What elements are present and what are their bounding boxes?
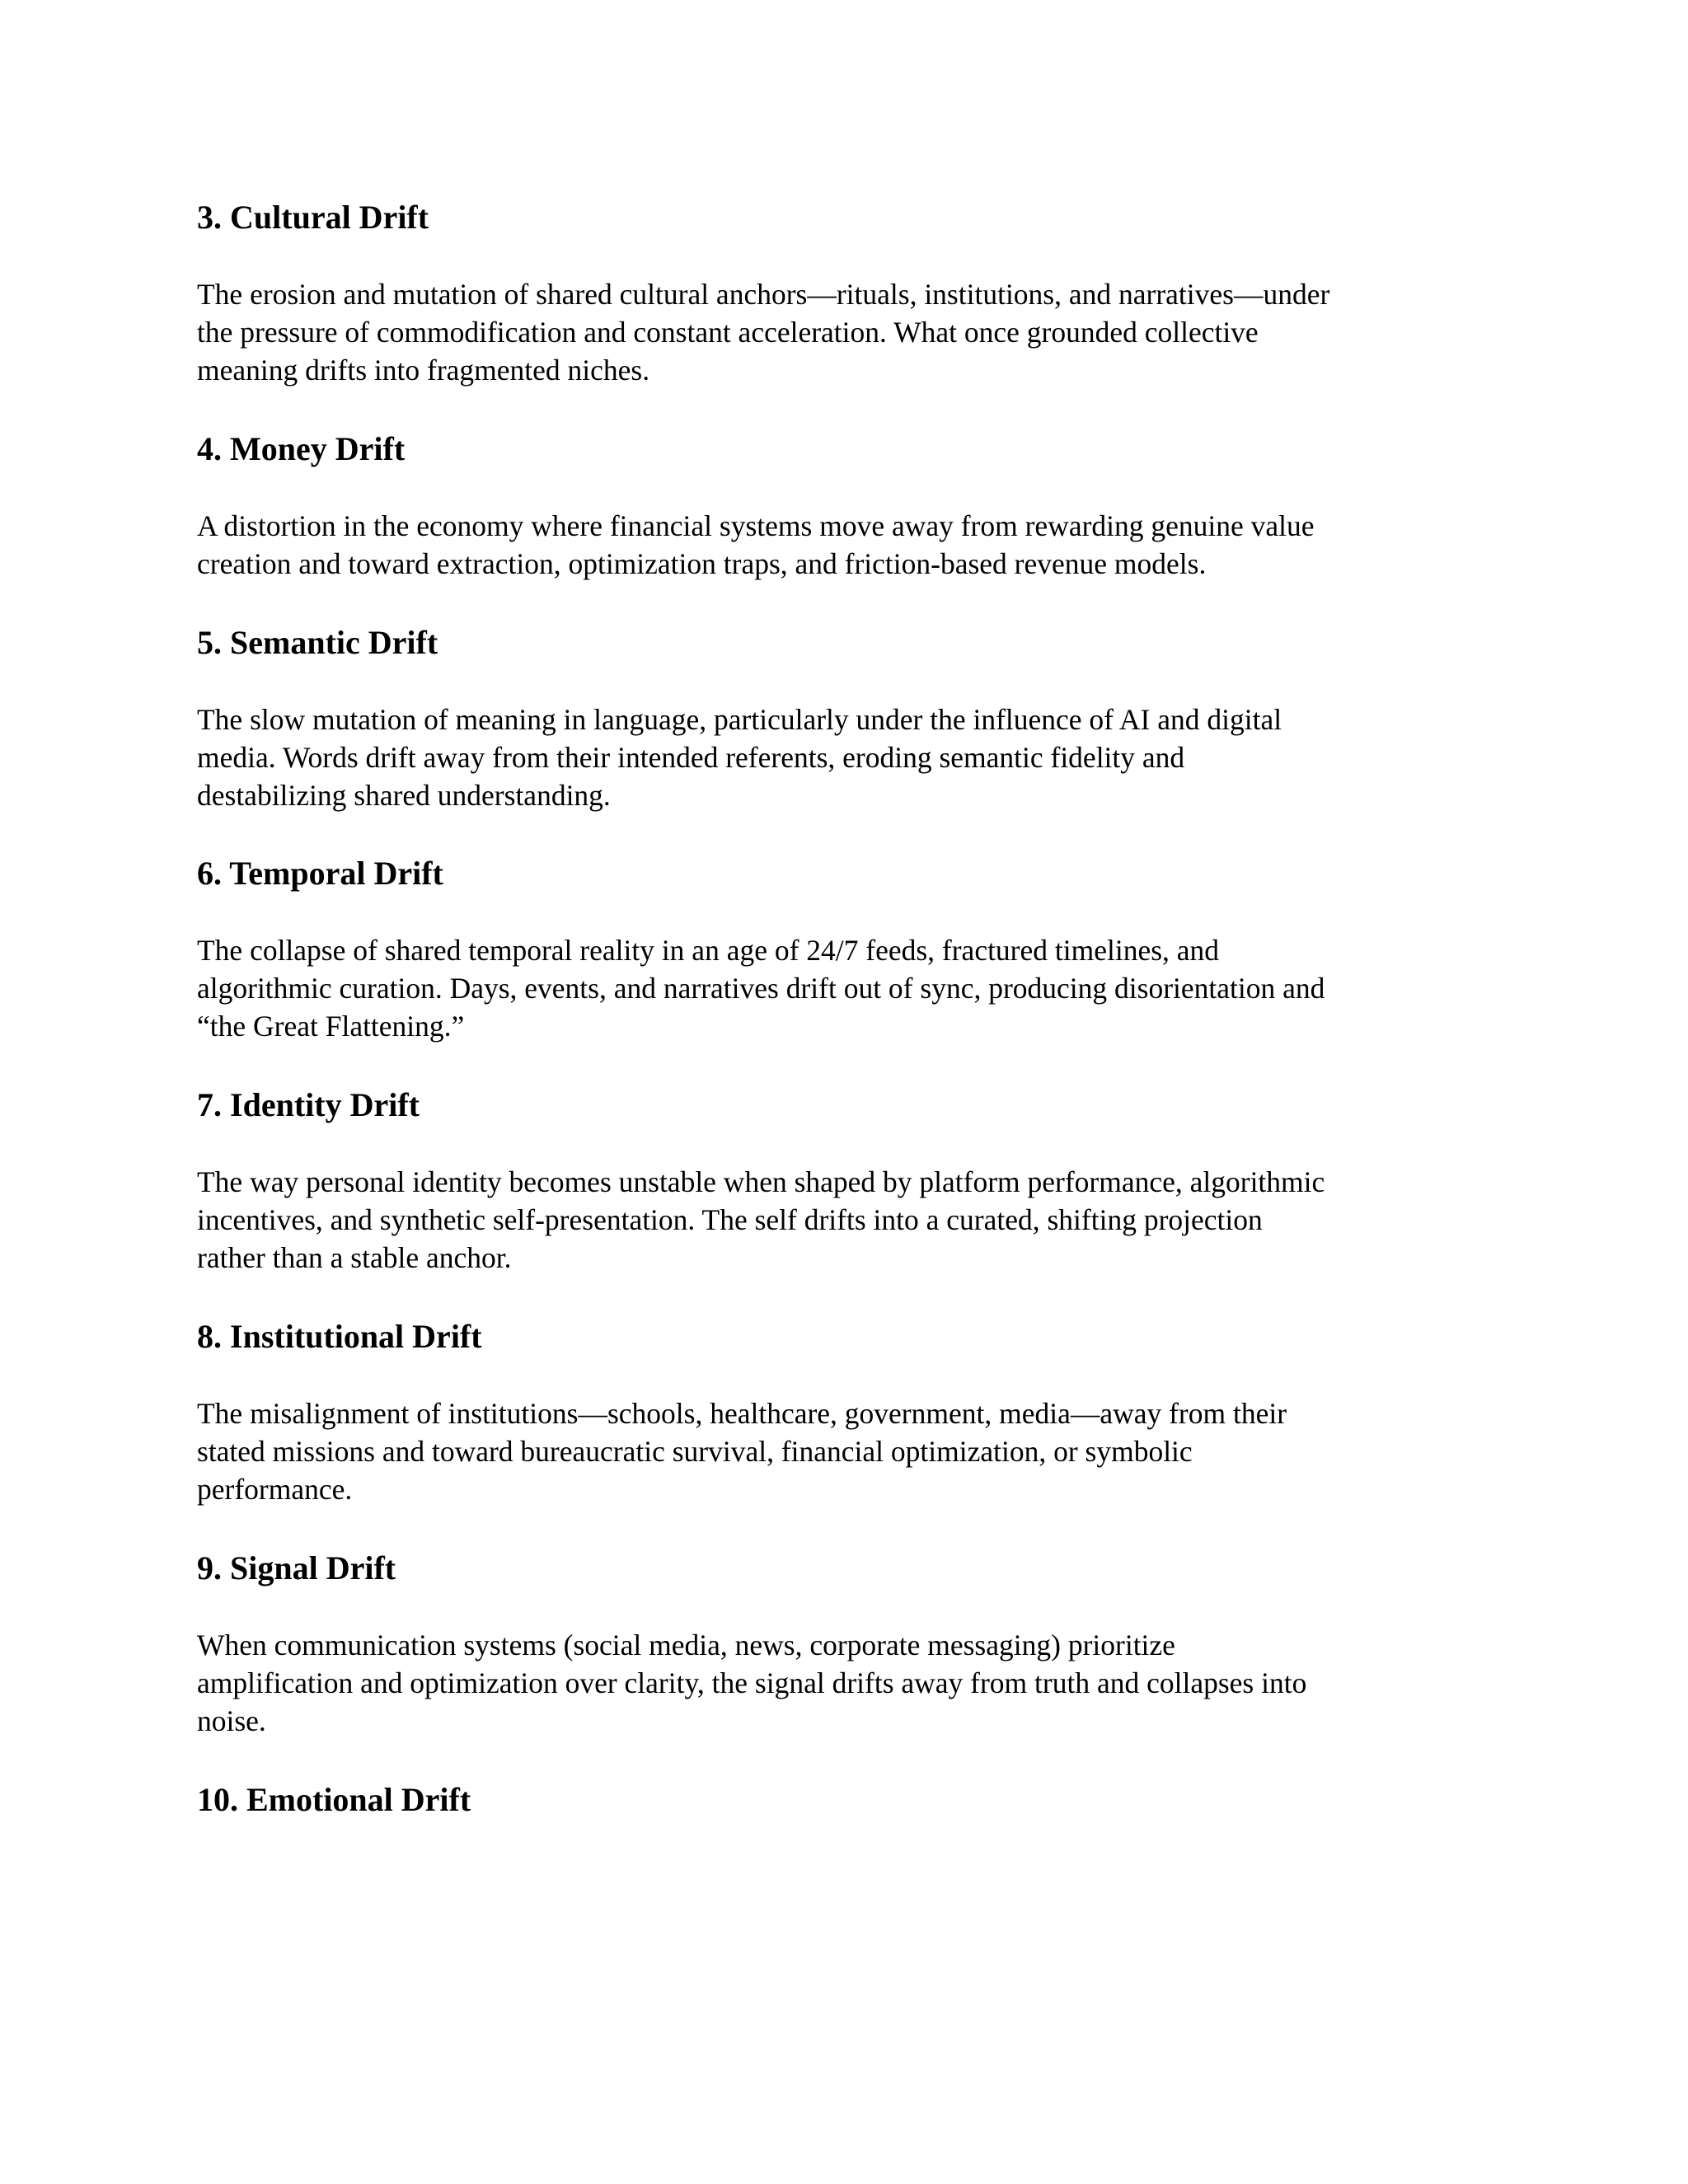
body-line: rather than a stable anchor. — [197, 1241, 512, 1274]
body-line: A distortion in the economy where financial systems move away from rewarding genuine value — [197, 509, 1315, 542]
body-line: The slow mutation of meaning in language, particularly under the influence of AI and digital — [197, 703, 1282, 736]
body-line: noise. — [197, 1704, 266, 1737]
section-heading: 6. Temporal Drift — [197, 855, 443, 892]
section-body — [197, 1163, 1516, 1277]
section-heading: 3. Cultural Drift — [197, 199, 429, 236]
section-heading: 5. Semantic Drift — [197, 624, 438, 661]
section-heading: 8. Institutional Drift — [197, 1318, 482, 1355]
section-emotional-drift — [197, 1780, 1516, 1820]
body-line: stated missions and toward bureaucratic survival, financial optimization, or symbolic — [197, 1435, 1193, 1468]
section-heading: 4. Money Drift — [197, 430, 406, 467]
body-line: performance. — [197, 1473, 353, 1506]
section-signal-drift — [197, 1549, 1516, 1737]
body-line: amplification and optimization over clarity, the signal drifts away from truth and collapses into — [197, 1666, 1307, 1699]
body-line: media. Words drift away from their intended referents, eroding semantic fidelity and — [197, 741, 1185, 774]
section-heading: 7. Identity Drift — [197, 1086, 420, 1123]
section-identity-drift — [197, 1085, 1516, 1274]
section-money-drift — [197, 429, 1516, 580]
section-body — [197, 931, 1516, 1045]
section-body — [197, 507, 1516, 583]
section-cultural-drift — [197, 198, 1516, 387]
section-temporal-drift — [197, 854, 1516, 1043]
body-line: When communication systems (social media, news, corporate messaging) prioritize — [197, 1629, 1175, 1661]
body-line: meaning drifts into fragmented niches. — [197, 354, 650, 387]
body-line: destabilizing shared understanding. — [197, 779, 611, 812]
body-line: The way personal identity becomes unstable when shaped by platform performance, algorithmic — [197, 1165, 1325, 1198]
body-line: the pressure of commodification and constant acceleration. What once grounded collective — [197, 316, 1259, 349]
body-line: The collapse of shared temporal reality in an age of 24/7 feeds, fractured timelines, and — [197, 934, 1220, 967]
section-body — [197, 275, 1516, 389]
body-line: The misalignment of institutions—schools, healthcare, government, media—away from their — [197, 1397, 1287, 1430]
body-line: “the Great Flattening.” — [197, 1010, 465, 1043]
body-line: creation and toward extraction, optimization traps, and friction-based revenue models. — [197, 547, 1207, 580]
section-body — [197, 1626, 1516, 1740]
section-semantic-drift — [197, 623, 1516, 812]
section-body — [197, 701, 1516, 814]
section-heading: 10. Emotional Drift — [197, 1781, 471, 1818]
section-institutional-drift — [197, 1317, 1516, 1506]
section-body — [197, 1394, 1516, 1508]
section-heading: 9. Signal Drift — [197, 1549, 396, 1586]
body-line: algorithmic curation. Days, events, and narratives drift out of sync, producing disorientation and — [197, 972, 1325, 1005]
body-line: incentives, and synthetic self-presentation. The self drifts into a curated, shifting projection — [197, 1203, 1263, 1236]
body-line: The erosion and mutation of shared cultural anchors—rituals, institutions, and narratives—under — [197, 278, 1330, 311]
